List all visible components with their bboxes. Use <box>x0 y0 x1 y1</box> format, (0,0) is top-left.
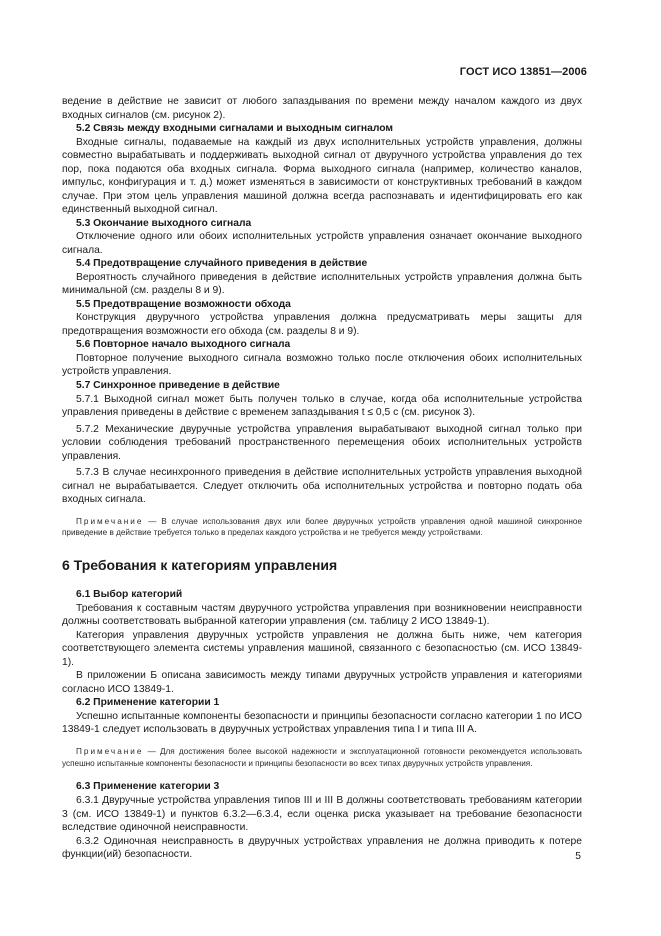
paragraph-6-2: Успешно испытанные компоненты безопасности и принципы безопасности согласно категории 1 по ИСО 13849-1 следует использовать в двуручных устройствах управления типа I и типа III A. <box>62 710 582 736</box>
heading-5-3: 5.3 Окончание выходного сигнала <box>76 217 252 229</box>
heading-5-6: 5.6 Повторное начало выходного сигнала <box>76 339 291 351</box>
heading-5-2: 5.2 Связь между входными сигналами и выходным сигналом <box>76 123 393 134</box>
paragraph-6-3-1: 6.3.1 Двуручные устройства управления типов III и III B должны соответствовать требованиям категории 3 (см. ИСО 13849-1) и пунктов 6.3.2—6.3.4, если оценка риска указывает на требование безопасности вследствие одиночной неисправности. <box>62 795 582 834</box>
paragraph-5-3: Отключение одного или обоих исполнительных устройств управления означает окончание выходного сигнала. <box>62 231 582 256</box>
paragraph-5-7-1: 5.7.1 Выходной сигнал может быть получен только в случае, когда оба исполнительные устройства управления приведены в действие с временем запаздывания t ≤ 0,5 с (см. рисунок 3). <box>62 393 582 419</box>
section-6-title: 6 Требования к категориям управления <box>62 557 338 574</box>
paragraph-5-2: Входные сигналы, подаваемые на каждый из двух исполнительных устройств управления, должны совместно вырабатывать и поддерживать выходной сигнал от двуручного устройства управления до тех пор, пока подаются оба входных сигнала. Форма выходного сигнала (например, количество каналов, импульс, конфигурация и т. д.) может изменяться в зависимости от конструктивных требований в каждом случае. При этом цель управления машиной должна всегда распознавать и идентифицировать его как единственный выходной сигнал. <box>62 136 582 216</box>
note-label: Примечание <box>76 746 144 756</box>
paragraph-6-3-2: 6.3.2 Одиночная неисправность в двуручных устройствах управления не должна приводить к потере функции(ий) безопасности. <box>62 835 582 861</box>
note-text: — В случае использования двух или более двуручных устройств управления одной машиной синхронное приведение в действие требуется только в пределах каждого устройства и не требуется между устройствами. <box>62 516 582 538</box>
note-text: — Для достижения более высокой надежности и эксплуатационной готовности рекомендуется использовать успешно испытанные компоненты безопасности и принципы безопасности во всех типах двуручных устройств управления. <box>62 746 582 768</box>
paragraph-6-1-a: Требования к составным частям двуручного устройства управления при возникновении неисправности должны соответствовать выбранной категории управления (см. таблицу 2 ИСО 13849-1). <box>62 602 582 628</box>
heading-6-3: 6.3 Применение категории 3 <box>76 781 220 793</box>
paragraph-5-7-3: 5.7.3 В случае несинхронного приведения в действие исполнительных устройств управления выходной сигнал не вырабатывается. Следует отключить оба исполнительных устройства и повторно подать оба входных сигнала. <box>62 467 582 506</box>
paragraph-6-1-b: Категория управления двуручных устройств управления не должна быть ниже, чем категория соответствующего элемента системы управления машиной, связанного с безопасностью (см. ИСО 13849-1). <box>62 629 582 668</box>
heading-6-1: 6.1 Выбор категорий <box>76 589 183 601</box>
heading-6-2: 6.2 Применение категории 1 <box>76 697 220 709</box>
paragraph-5-4: Вероятность случайного приведения в действие исполнительных устройств управления должна быть минимальной (см. разделы 8 и 9). <box>62 271 582 297</box>
heading-5-5: 5.5 Предотвращение возможности обхода <box>76 298 291 310</box>
page-number: 5 <box>575 851 581 862</box>
heading-5-4: 5.4 Предотвращение случайного приведения в действие <box>76 258 368 270</box>
paragraph-5-5: Конструкция двуручного устройства управления должна предусматривать меры защиты для предотвращения возможности его обхода (см. разделы 8 и 9). <box>62 312 582 337</box>
paragraph-5-7-2: 5.7.2 Механические двуручные устройства управления вырабатывают выходной сигнал только при условии соблюдения требований пространственного перемещения обоих исполнительных устройств управления. <box>62 423 582 462</box>
note-label: Примечание <box>76 516 144 526</box>
paragraph-6-1-c: В приложении Б описана зависимость между типами двуручных устройств управления и категориями согласно ИСО 13849-1. <box>62 670 582 695</box>
document-id-header: ГОСТ ИСО 13851—2006 <box>459 66 587 78</box>
note-synchronous <box>62 516 582 540</box>
document-body <box>62 95 582 862</box>
paragraph-5-6: Повторное получение выходного сигнала возможно только после отключения обоих исполнительных устройств управления. <box>62 352 582 378</box>
note-reliability <box>62 746 582 770</box>
heading-5-7: 5.7 Синхронное приведение в действие <box>76 379 280 391</box>
continued-paragraph: ведение в действие не зависит от любого запаздывания по времени между началом каждого из двух входных сигналов (см. рисунок 2). <box>62 96 582 121</box>
